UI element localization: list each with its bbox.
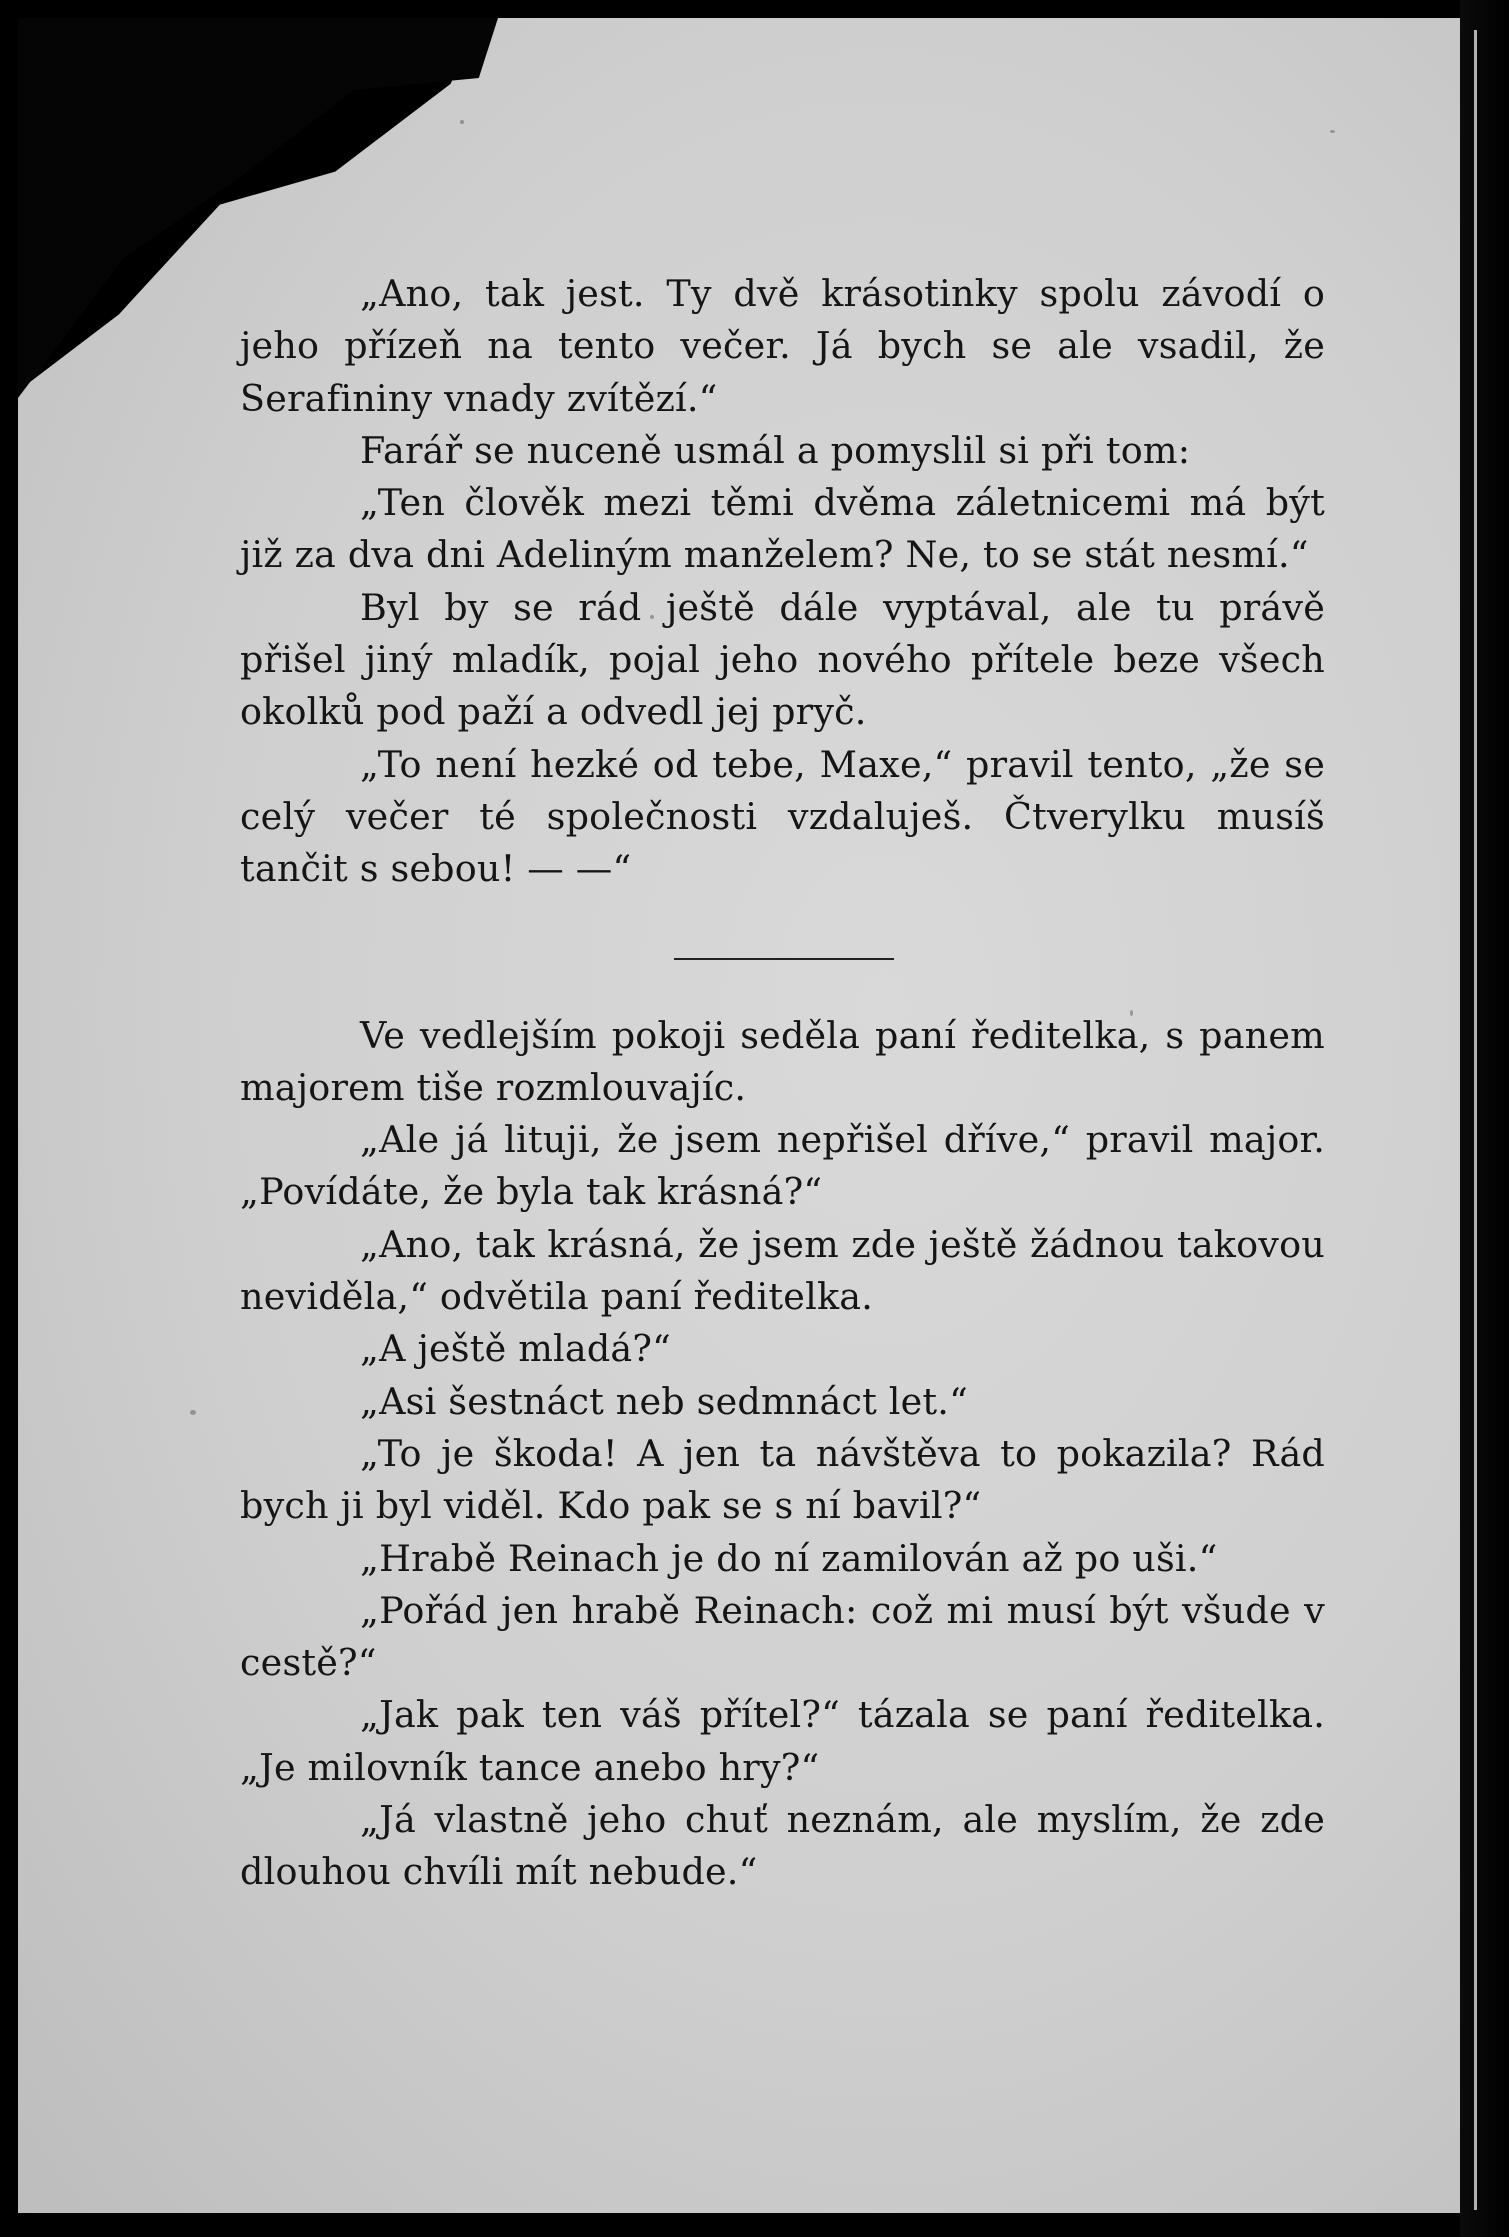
paragraph: „Ano, tak jest. Ty dvě krásotinky spolu závodí o jeho přízeň na tento večer. Já bych se ale vsadil, že Serafininy vnady zvítězí.“ bbox=[240, 272, 1325, 420]
paper-speck bbox=[190, 1410, 196, 1415]
paragraph: „Ten člověk mezi těmi dvěma záletnicemi má být již za dva dni Adeliným manželem? Ne, to se stát nesmí.“ bbox=[240, 481, 1325, 577]
paragraph: „To není hezké od tebe, Maxe,“ pravil tento, „že se celý večer té společnosti vzdaluješ. Čtverylku musíš tančit s sebou! — —“ bbox=[240, 742, 1325, 891]
paragraph: „Ale já lituji, že jsem nepřišel dříve,“ pravil major. „Povídáte, že byla tak krásná?“ bbox=[240, 1118, 1325, 1214]
paragraph: Farář se nuceně usmál a pomyslil si při tom: bbox=[360, 428, 1191, 472]
paragraph: „Pořád jen hrabě Reinach: což mi musí být všude v cestě?“ bbox=[240, 1588, 1325, 1685]
paragraph: „Ano, tak krásná, že jsem zde ještě žádnou takovou neviděla,“ odvětila paní ředitelka. bbox=[240, 1222, 1325, 1319]
section-separator-rule bbox=[674, 958, 894, 960]
paper-speck bbox=[1330, 130, 1335, 133]
paragraph: „Asi šestnáct neb sedmnáct let.“ bbox=[360, 1379, 968, 1423]
paragraph: „Hrabě Reinach je do ní zamilován až po uši.“ bbox=[360, 1536, 1218, 1580]
paragraph: „Já vlastně jeho chuť neznám, ale myslím, že zde dlouhou chvíli mít nebude.“ bbox=[240, 1798, 1325, 1894]
paragraph: „Jak pak ten váš přítel?“ tázala se paní ředitelka. „Je milovník tance anebo hry?“ bbox=[240, 1693, 1325, 1789]
paragraph: Ve vedlejším pokoji seděla paní ředitelka, s panem majorem tiše rozmlouvajíc. bbox=[240, 1013, 1325, 1109]
body-text bbox=[240, 268, 1325, 1899]
section-break bbox=[240, 896, 1325, 1000]
page-right-rule bbox=[1474, 30, 1477, 2210]
paragraph: „A ještě mladá?“ bbox=[360, 1327, 671, 1371]
page-right-edge bbox=[1460, 0, 1509, 2237]
paragraph: Byl by se rád ještě dále vyptával, ale tu právě přišel jiný mladík, pojal jeho nového přítele beze všech okolků pod paží a odvedl jej pryč. bbox=[240, 585, 1325, 734]
paper-speck bbox=[460, 120, 464, 124]
paragraph: „To je škoda! A jen ta návštěva to pokazila? Rád bych ji byl viděl. Kdo pak se s ní bavil?“ bbox=[240, 1431, 1325, 1528]
